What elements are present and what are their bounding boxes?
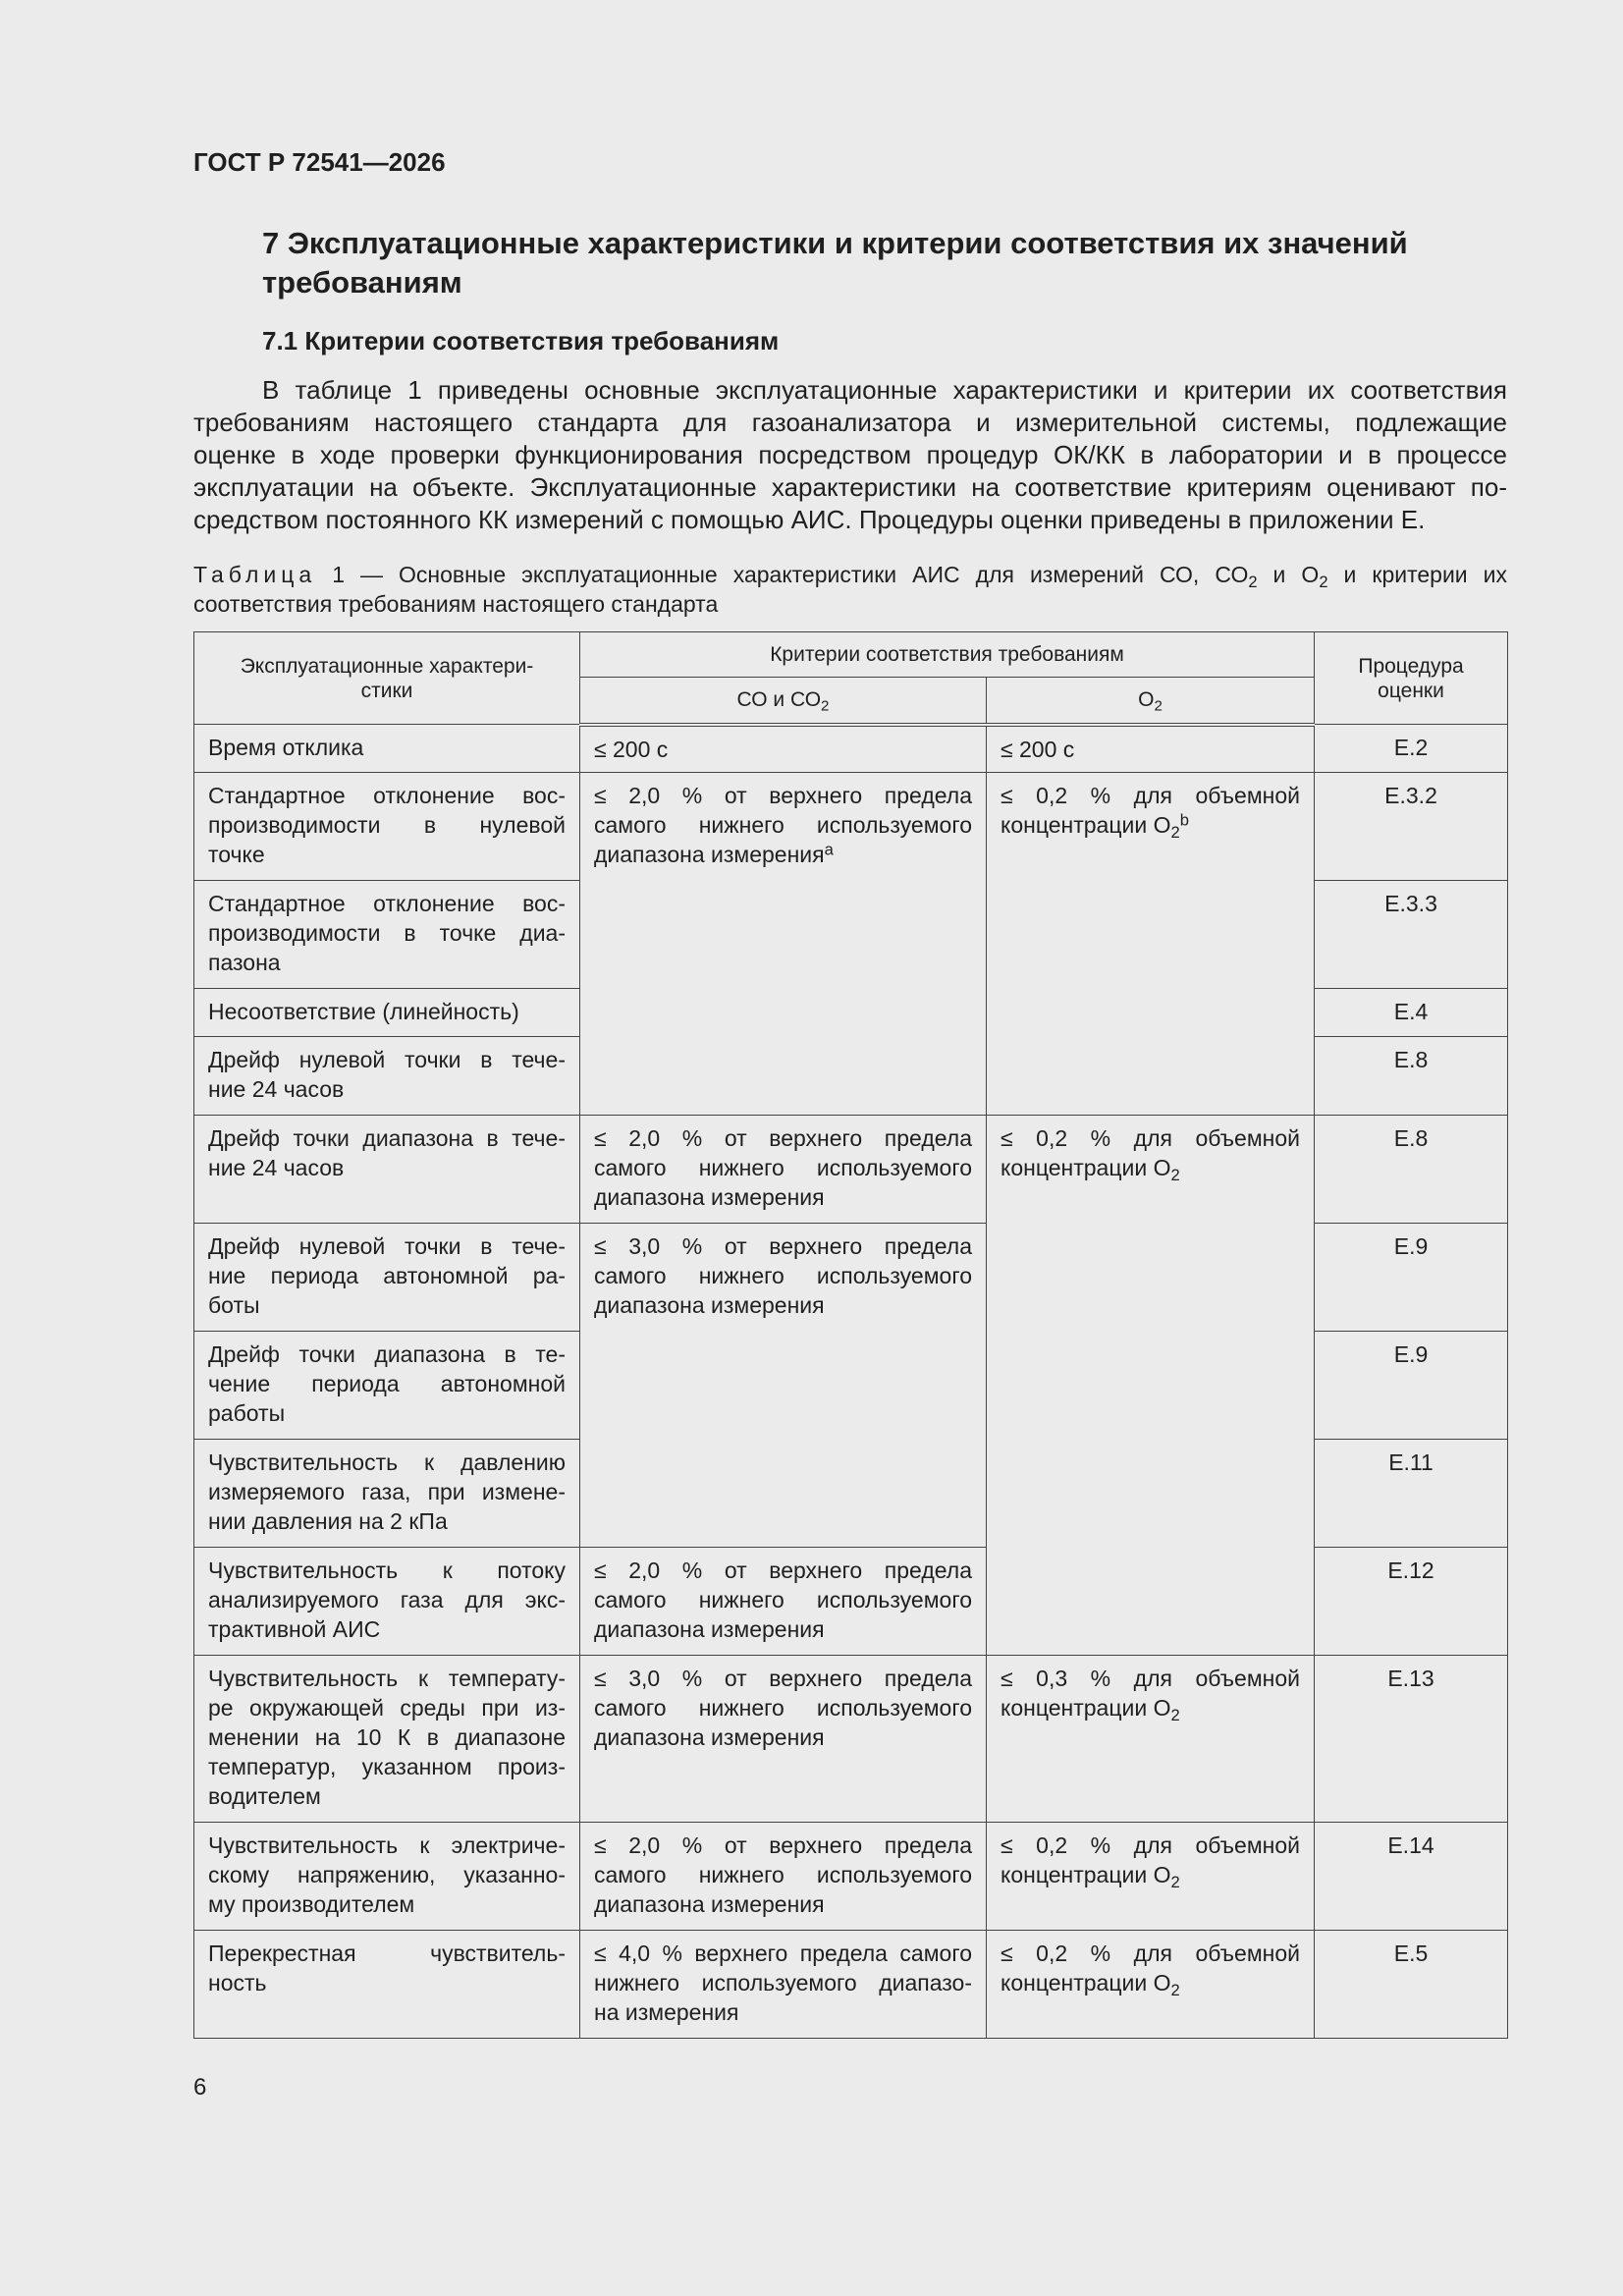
paragraph-line: эксплуатации на объекте. Эксплуатационные характеристики на соответствие критериям оценивают по-	[193, 472, 1507, 502]
cell-procedure: Е.12	[1315, 1548, 1508, 1656]
cell-characteristic: Дрейф нулевой точки в тече- ние периода автономной ра- боты	[194, 1224, 580, 1332]
document-code: ГОСТ Р 72541—2026	[193, 147, 446, 177]
cell-characteristic: Время отклика	[194, 725, 580, 773]
cell-characteristic: Стандартное отклонение вос- производимости в нулевой точке	[194, 773, 580, 881]
cell-o2-criteria: ≤ 200 с	[987, 725, 1315, 773]
cell-co-criteria: ≤ 200 с	[580, 725, 987, 773]
cell-co-criteria: ≤ 3,0 % от верхнего предела самого нижнего используемого диапазона измерения	[580, 1224, 987, 1548]
cell-procedure: Е.14	[1315, 1823, 1508, 1931]
header-co-co2: СО и $СО_2$	[580, 678, 987, 725]
cell-characteristic: Чувствительность к электриче- скому напряжению, указанно- му производителем	[194, 1823, 580, 1931]
cell-o2-criteria: ≤ 0,2 % для объемной концентрации $О_2$	[987, 1931, 1315, 2039]
caption-line	[193, 560, 1507, 589]
table-row	[194, 1823, 1508, 1931]
caption-sub: 2	[1319, 572, 1328, 591]
caption-label: Таблица	[193, 562, 317, 587]
caption-text: и О	[1257, 562, 1320, 587]
cell-procedure: Е.2	[1315, 725, 1508, 773]
subsection-title: 7.1 Критерии соответствия требованиям	[262, 326, 780, 355]
cell-characteristic: Дрейф точки диапазона в те- чение периода автономной работы	[194, 1332, 580, 1440]
cell-procedure: Е.13	[1315, 1656, 1508, 1823]
cell-procedure: Е.8	[1315, 1037, 1508, 1116]
table-row	[194, 725, 1508, 773]
cell-co-criteria: ≤ 4,0 % верхнего предела самого нижнего используемого диапазо- на измерения	[580, 1931, 987, 2039]
cell-characteristic: Чувствительность к давлению измеряемого газа, при измене- нии давления на 2 кПа	[194, 1440, 580, 1548]
paragraph-line: средством постоянного КК измерений с помощью АИС. Процедуры оценки приведены в приложении Е.	[193, 505, 1426, 534]
cell-co-criteria: ≤ 2,0 % от верхнего предела самого нижнего используемого диапазона измерения	[580, 1823, 987, 1931]
cell-procedure: Е.5	[1315, 1931, 1508, 2039]
cell-co-criteria: ≤ 2,0 % от верхнего предела самого нижнего используемого диапазона измерения	[580, 1116, 987, 1224]
caption-sub: 2	[1248, 572, 1258, 591]
cell-characteristic: Дрейф нулевой точки в тече- ние 24 часов	[194, 1037, 580, 1116]
intro-paragraph	[193, 374, 1507, 536]
caption-line: соответствия требованиям настоящего стандарта	[193, 591, 719, 617]
cell-procedure: Е.8	[1315, 1116, 1508, 1224]
caption-text: и критерии их	[1327, 562, 1507, 587]
header-characteristic: Эксплуатационные характери-стики	[194, 632, 580, 725]
paragraph-line: В таблице 1 приведены основные эксплуатационные характеристики и критерии их соответствия	[262, 375, 1507, 405]
criteria-table	[193, 631, 1508, 2039]
section-title: 7 Эксплуатационные характеристики и критерии соответствия их значений требованиям	[262, 226, 1408, 300]
cell-characteristic: Перекрестная чувствитель- ность	[194, 1931, 580, 2039]
cell-procedure: Е.9	[1315, 1332, 1508, 1440]
table-row	[194, 1931, 1508, 2039]
cell-characteristic: Стандартное отклонение вос- производимости в точке диа- пазона	[194, 881, 580, 989]
cell-procedure: Е.11	[1315, 1440, 1508, 1548]
cell-procedure: Е.3.3	[1315, 881, 1508, 989]
cell-co-criteria: ≤ 2,0 % от верхнего предела самого нижнего используемого диапазона измерения	[580, 1548, 987, 1656]
cell-co-criteria: ≤ 3,0 % от верхнего предела самого нижнего используемого диапазона измерения	[580, 1656, 987, 1823]
cell-characteristic: Чувствительность к потоку анализируемого газа для экс- трактивной АИС	[194, 1548, 580, 1656]
cell-procedure: Е.4	[1315, 989, 1508, 1037]
cell-procedure: Е.9	[1315, 1224, 1508, 1332]
caption-text: 1 — Основные эксплуатационные характеристики АИС для измерений СО, СО	[316, 562, 1249, 587]
cell-characteristic: Дрейф точки диапазона в тече- ние 24 часов	[194, 1116, 580, 1224]
table-row	[194, 1656, 1508, 1823]
header-procedure: Процедура оценки	[1315, 632, 1508, 725]
paragraph-line: оценке в ходе проверки функционирования посредством процедур ОК/КК в лаборатории и в процессе	[193, 440, 1507, 469]
table-caption	[193, 560, 1507, 619]
cell-o2-criteria: ≤ 0,2 % для объемной концентрации $О_2$	[987, 1116, 1315, 1656]
paragraph-line: требованиям настоящего стандарта для газоанализатора и измерительной системы, подлежащие	[193, 408, 1507, 437]
cell-characteristic: Чувствительность к температу- ре окружающей среды при из- менении на 10 К в диапазоне температур, указанном произ- водителем	[194, 1656, 580, 1823]
header-o2: $О_2$	[987, 678, 1315, 725]
table-row	[194, 773, 1508, 881]
cell-o2-criteria: ≤ 0,2 % для объемной концентрации $О_2$	[987, 1823, 1315, 1931]
cell-co-criteria: ≤ 2,0 % от верхнего предела самого нижнего используемого диапазона измерения$^a$	[580, 773, 987, 1116]
cell-characteristic: Несоответствие (линейность)	[194, 989, 580, 1037]
cell-o2-criteria: ≤ 0,3 % для объемной концентрации $О_2$	[987, 1656, 1315, 1823]
cell-procedure: Е.3.2	[1315, 773, 1508, 881]
cell-o2-criteria: ≤ 0,2 % для объемной концентрации $О_2^b$	[987, 773, 1315, 1116]
header-criteria: Критерии соответствия требованиям	[580, 632, 1315, 678]
page-number: 6	[193, 2074, 207, 2101]
table-row	[194, 1116, 1508, 1224]
